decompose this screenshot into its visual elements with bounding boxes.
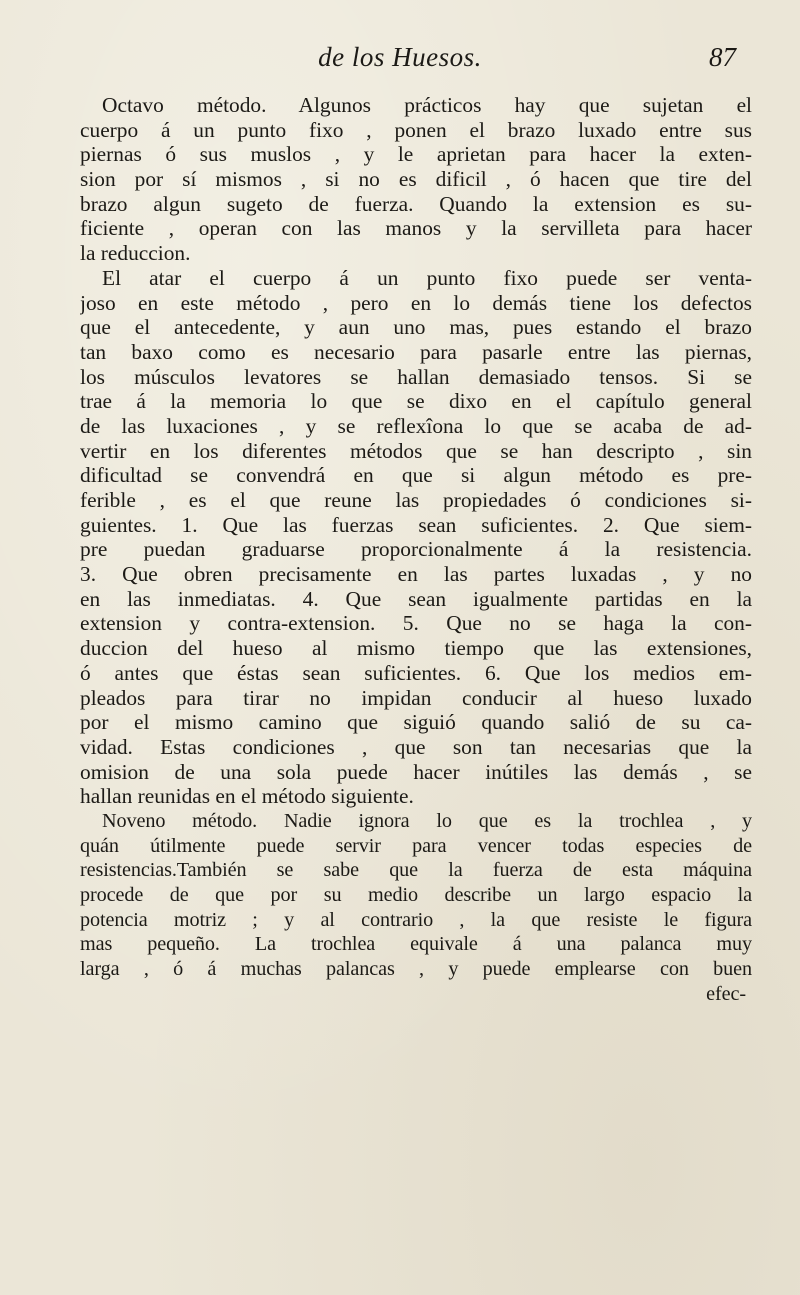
text-line: tan baxo como es necesario para pasarle entre las piernas, [80, 339, 752, 364]
text-line: los músculos levatores se hallan demasiado tensos. Si se [80, 364, 752, 389]
text-line: vidad. Estas condiciones , que son tan necesarias que la [80, 734, 752, 759]
text-line: extension y contra-extension. 5. Que no se haga la con- [80, 611, 752, 636]
text-line: dificultad se convendrá en que si algun método es pre- [80, 463, 752, 488]
text-line: larga , ó á muchas palancas , y puede emplearse con buen [80, 958, 752, 981]
text-line: procede de que por su medio describe un largo espacio la [80, 884, 752, 906]
text-line: de las luxaciones , y se reflexîona lo que se acaba de ad- [80, 413, 752, 438]
text-line: Octavo método. Algunos prácticos hay que sujetan el [102, 93, 752, 117]
text-line: quán útilmente puede servir para vencer todas especies de [80, 834, 752, 857]
running-title: de los Huesos. [318, 42, 482, 72]
text-line: resistencias.También se sabe que la fuerza de esta máquina [80, 859, 752, 882]
text-line: El atar el cuerpo á un punto fixo puede ser venta- [102, 265, 752, 290]
text-line: duccion del hueso al mismo tiempo que las extensiones, [80, 636, 752, 661]
text-line: la reduccion. [80, 241, 191, 266]
text-line: brazo algun sugeto de fuerza. Quando la extension es su- [80, 191, 752, 216]
text-line: vertir en los diferentes métodos que se han descripto , sin [80, 438, 752, 463]
text-line: trae á la memoria lo que se dixo en el capítulo general [80, 389, 752, 414]
text-line: piernas ó sus muslos , y le aprietan para hacer la exten- [80, 142, 752, 167]
text-line: sion por sí mismos , si no es dificil , ó hacen que tire del [80, 167, 752, 192]
text-line: pre puedan graduarse proporcionalmente á la resistencia. [80, 537, 752, 562]
text-line: guientes. 1. Que las fuerzas sean suficientes. 2. Que siem- [80, 512, 752, 537]
text-line: cuerpo á un punto fixo , ponen el brazo luxado entre sus [80, 117, 752, 142]
text-line: omision de una sola puede hacer inútiles las demás , se [80, 759, 752, 784]
text-line: ferible , es el que reune las propiedades ó condiciones si- [80, 488, 752, 512]
text-line: mas pequeño. La trochlea equivale á una palanca muy [80, 933, 752, 956]
text-line: 3. Que obren precisamente en las partes luxadas , y no [80, 562, 752, 587]
text-line: hallan reunidas en el método siguiente. [80, 784, 414, 809]
text-line: ó antes que éstas sean suficientes. 6. Que los medios em- [80, 660, 752, 685]
text-line: Noveno método. Nadie ignora lo que es la trochlea , y [102, 809, 752, 832]
catchword: efec- [706, 982, 746, 1005]
page-number: 87 [709, 42, 736, 72]
text-line: pleados para tirar no impidan conducir al hueso luxado [80, 685, 752, 710]
text-line: ficiente , operan con las manos y la servilleta para hacer [80, 216, 752, 241]
text-line: joso en este método , pero en lo demás tiene los defectos [80, 290, 752, 315]
text-line: por el mismo camino que siguió quando salió de su ca- [80, 710, 752, 735]
running-head [0, 42, 800, 82]
text-line: en las inmediatas. 4. Que sean igualmente partidas en la [80, 586, 752, 611]
body-text [80, 93, 752, 1006]
text-line: que el antecedente, y aun uno mas, pues estando el brazo [80, 315, 752, 340]
text-line: potencia motriz ; y al contrario , la que resiste le figura [80, 908, 752, 931]
